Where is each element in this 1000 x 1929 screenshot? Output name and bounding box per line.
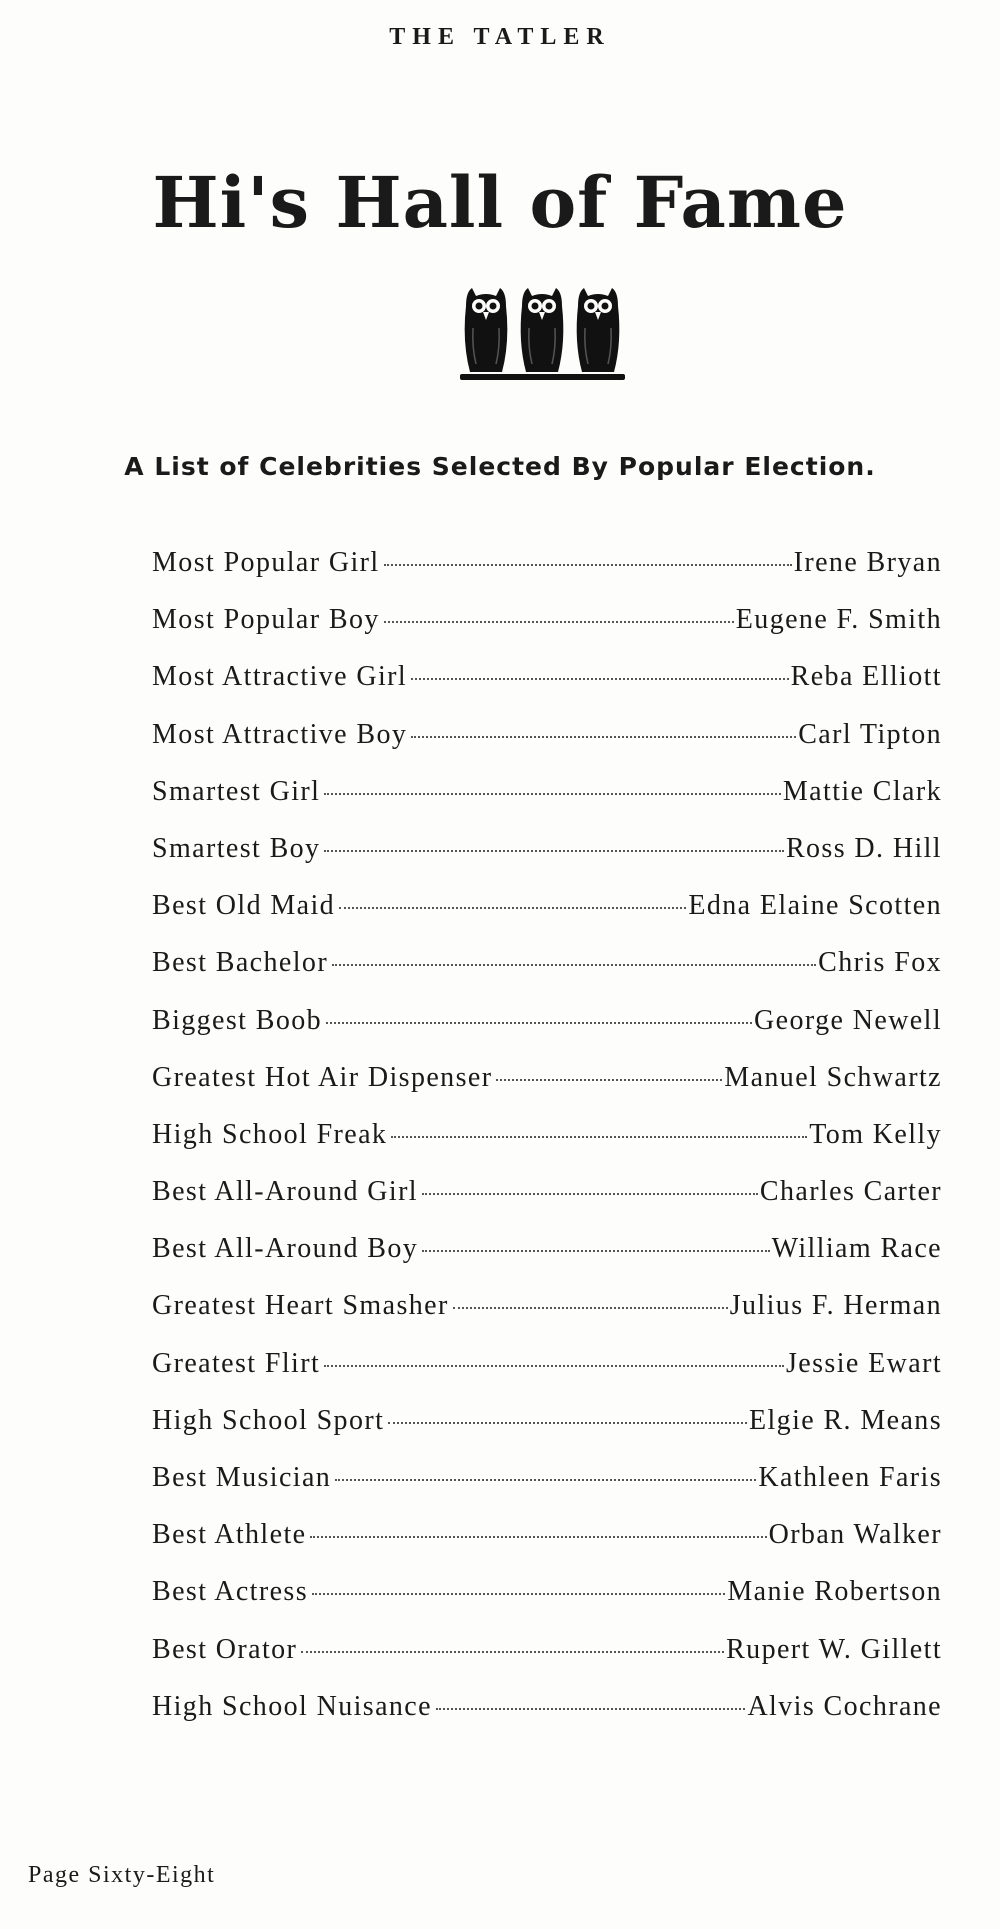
dot-leader	[312, 1593, 725, 1595]
dot-leader	[436, 1708, 745, 1710]
award-recipient: Ross D. Hill	[785, 832, 942, 864]
dot-leader	[335, 1479, 756, 1481]
award-title: Biggest Boob	[152, 1004, 323, 1036]
dot-leader	[411, 678, 789, 680]
award-recipient: Edna Elaine Scotten	[688, 890, 942, 922]
award-row	[152, 1348, 942, 1405]
running-head: THE TATLER	[389, 24, 611, 50]
page-number: Page Sixty-Eight	[28, 1862, 216, 1888]
award-title: High School Freak	[152, 1118, 388, 1150]
award-row	[152, 1519, 942, 1576]
dot-leader	[339, 907, 686, 909]
dot-leader	[324, 793, 781, 795]
award-recipient: Chris Fox	[818, 947, 942, 979]
award-title: Greatest Hot Air Dispenser	[152, 1061, 493, 1093]
dot-leader	[422, 1250, 769, 1252]
dot-leader	[391, 1136, 807, 1138]
award-row	[152, 1576, 942, 1633]
dot-leader	[496, 1079, 722, 1081]
dot-leader	[326, 1022, 752, 1024]
award-recipient: Jessie Ewart	[786, 1347, 942, 1379]
dot-leader	[384, 564, 792, 566]
dot-leader	[324, 850, 783, 852]
award-title: Best Orator	[152, 1633, 298, 1665]
award-row	[152, 776, 942, 833]
award-recipient: Kathleen Faris	[758, 1462, 942, 1493]
award-row	[152, 1005, 942, 1062]
award-row	[152, 1176, 942, 1233]
award-recipient: Elgie R. Means	[748, 1404, 942, 1436]
award-recipient: Tom Kelly	[809, 1118, 942, 1150]
award-title: Most Popular Girl	[152, 547, 380, 578]
award-row	[152, 1233, 942, 1290]
award-recipient: Orban Walker	[768, 1519, 942, 1551]
award-row	[152, 890, 942, 947]
award-title: Best Old Maid	[152, 890, 336, 922]
dot-leader	[332, 964, 816, 966]
award-recipient: William Race	[771, 1233, 942, 1265]
award-recipient: Eugene F. Smith	[735, 604, 942, 636]
award-recipient: Alvis Cochrane	[747, 1690, 942, 1722]
award-recipient: Manie Robertson	[727, 1576, 942, 1608]
award-title: Best Musician	[152, 1462, 332, 1493]
award-row	[152, 1462, 942, 1519]
award-row	[152, 547, 942, 604]
award-title: Greatest Flirt	[152, 1347, 321, 1379]
award-row	[152, 1634, 942, 1691]
award-title: Best Athlete	[152, 1519, 307, 1551]
award-row	[152, 661, 942, 718]
award-row	[152, 1691, 942, 1748]
three-owls-icon	[460, 282, 625, 390]
award-title: Most Popular Boy	[152, 604, 380, 636]
award-list	[152, 547, 942, 1748]
award-recipient: Mattie Clark	[782, 775, 942, 807]
award-title: Greatest Heart Smasher	[152, 1290, 449, 1322]
award-title: High School Sport	[152, 1404, 385, 1436]
award-title: High School Nuisance	[152, 1690, 432, 1722]
subtitle: A List of Celebrities Selected By Popular Election.	[124, 452, 876, 481]
dot-leader	[310, 1536, 766, 1538]
award-recipient: Reba Elliott	[790, 661, 942, 693]
dot-leader	[301, 1651, 724, 1653]
dot-leader	[324, 1365, 784, 1367]
award-row	[152, 947, 942, 1004]
dot-leader	[422, 1193, 758, 1195]
award-title: Most Attractive Girl	[152, 661, 408, 693]
award-row	[152, 604, 942, 661]
award-recipient: Charles Carter	[759, 1176, 942, 1208]
dot-leader	[384, 621, 734, 623]
award-title: Smartest Girl	[152, 775, 321, 807]
award-row	[152, 1119, 942, 1176]
award-title: Best All-Around Girl	[152, 1176, 418, 1208]
award-row	[152, 1062, 942, 1119]
dot-leader	[411, 736, 796, 738]
award-row	[152, 833, 942, 890]
award-recipient: George Newell	[754, 1004, 942, 1036]
award-row	[152, 1405, 942, 1462]
award-recipient: Rupert W. Gillett	[726, 1633, 942, 1665]
award-recipient: Manuel Schwartz	[724, 1061, 942, 1093]
dot-leader	[388, 1422, 747, 1424]
page-title: Hi's Hall of Fame	[152, 161, 848, 244]
award-title: Best Bachelor	[152, 947, 329, 979]
award-recipient: Irene Bryan	[793, 547, 942, 578]
award-title: Best Actress	[152, 1576, 309, 1608]
award-title: Most Attractive Boy	[152, 718, 408, 750]
award-row	[152, 1290, 942, 1347]
award-row	[152, 719, 942, 776]
award-recipient: Julius F. Herman	[729, 1290, 942, 1322]
dot-leader	[453, 1307, 728, 1309]
award-recipient: Carl Tipton	[798, 718, 942, 750]
award-title: Smartest Boy	[152, 832, 321, 864]
award-title: Best All-Around Boy	[152, 1233, 419, 1265]
